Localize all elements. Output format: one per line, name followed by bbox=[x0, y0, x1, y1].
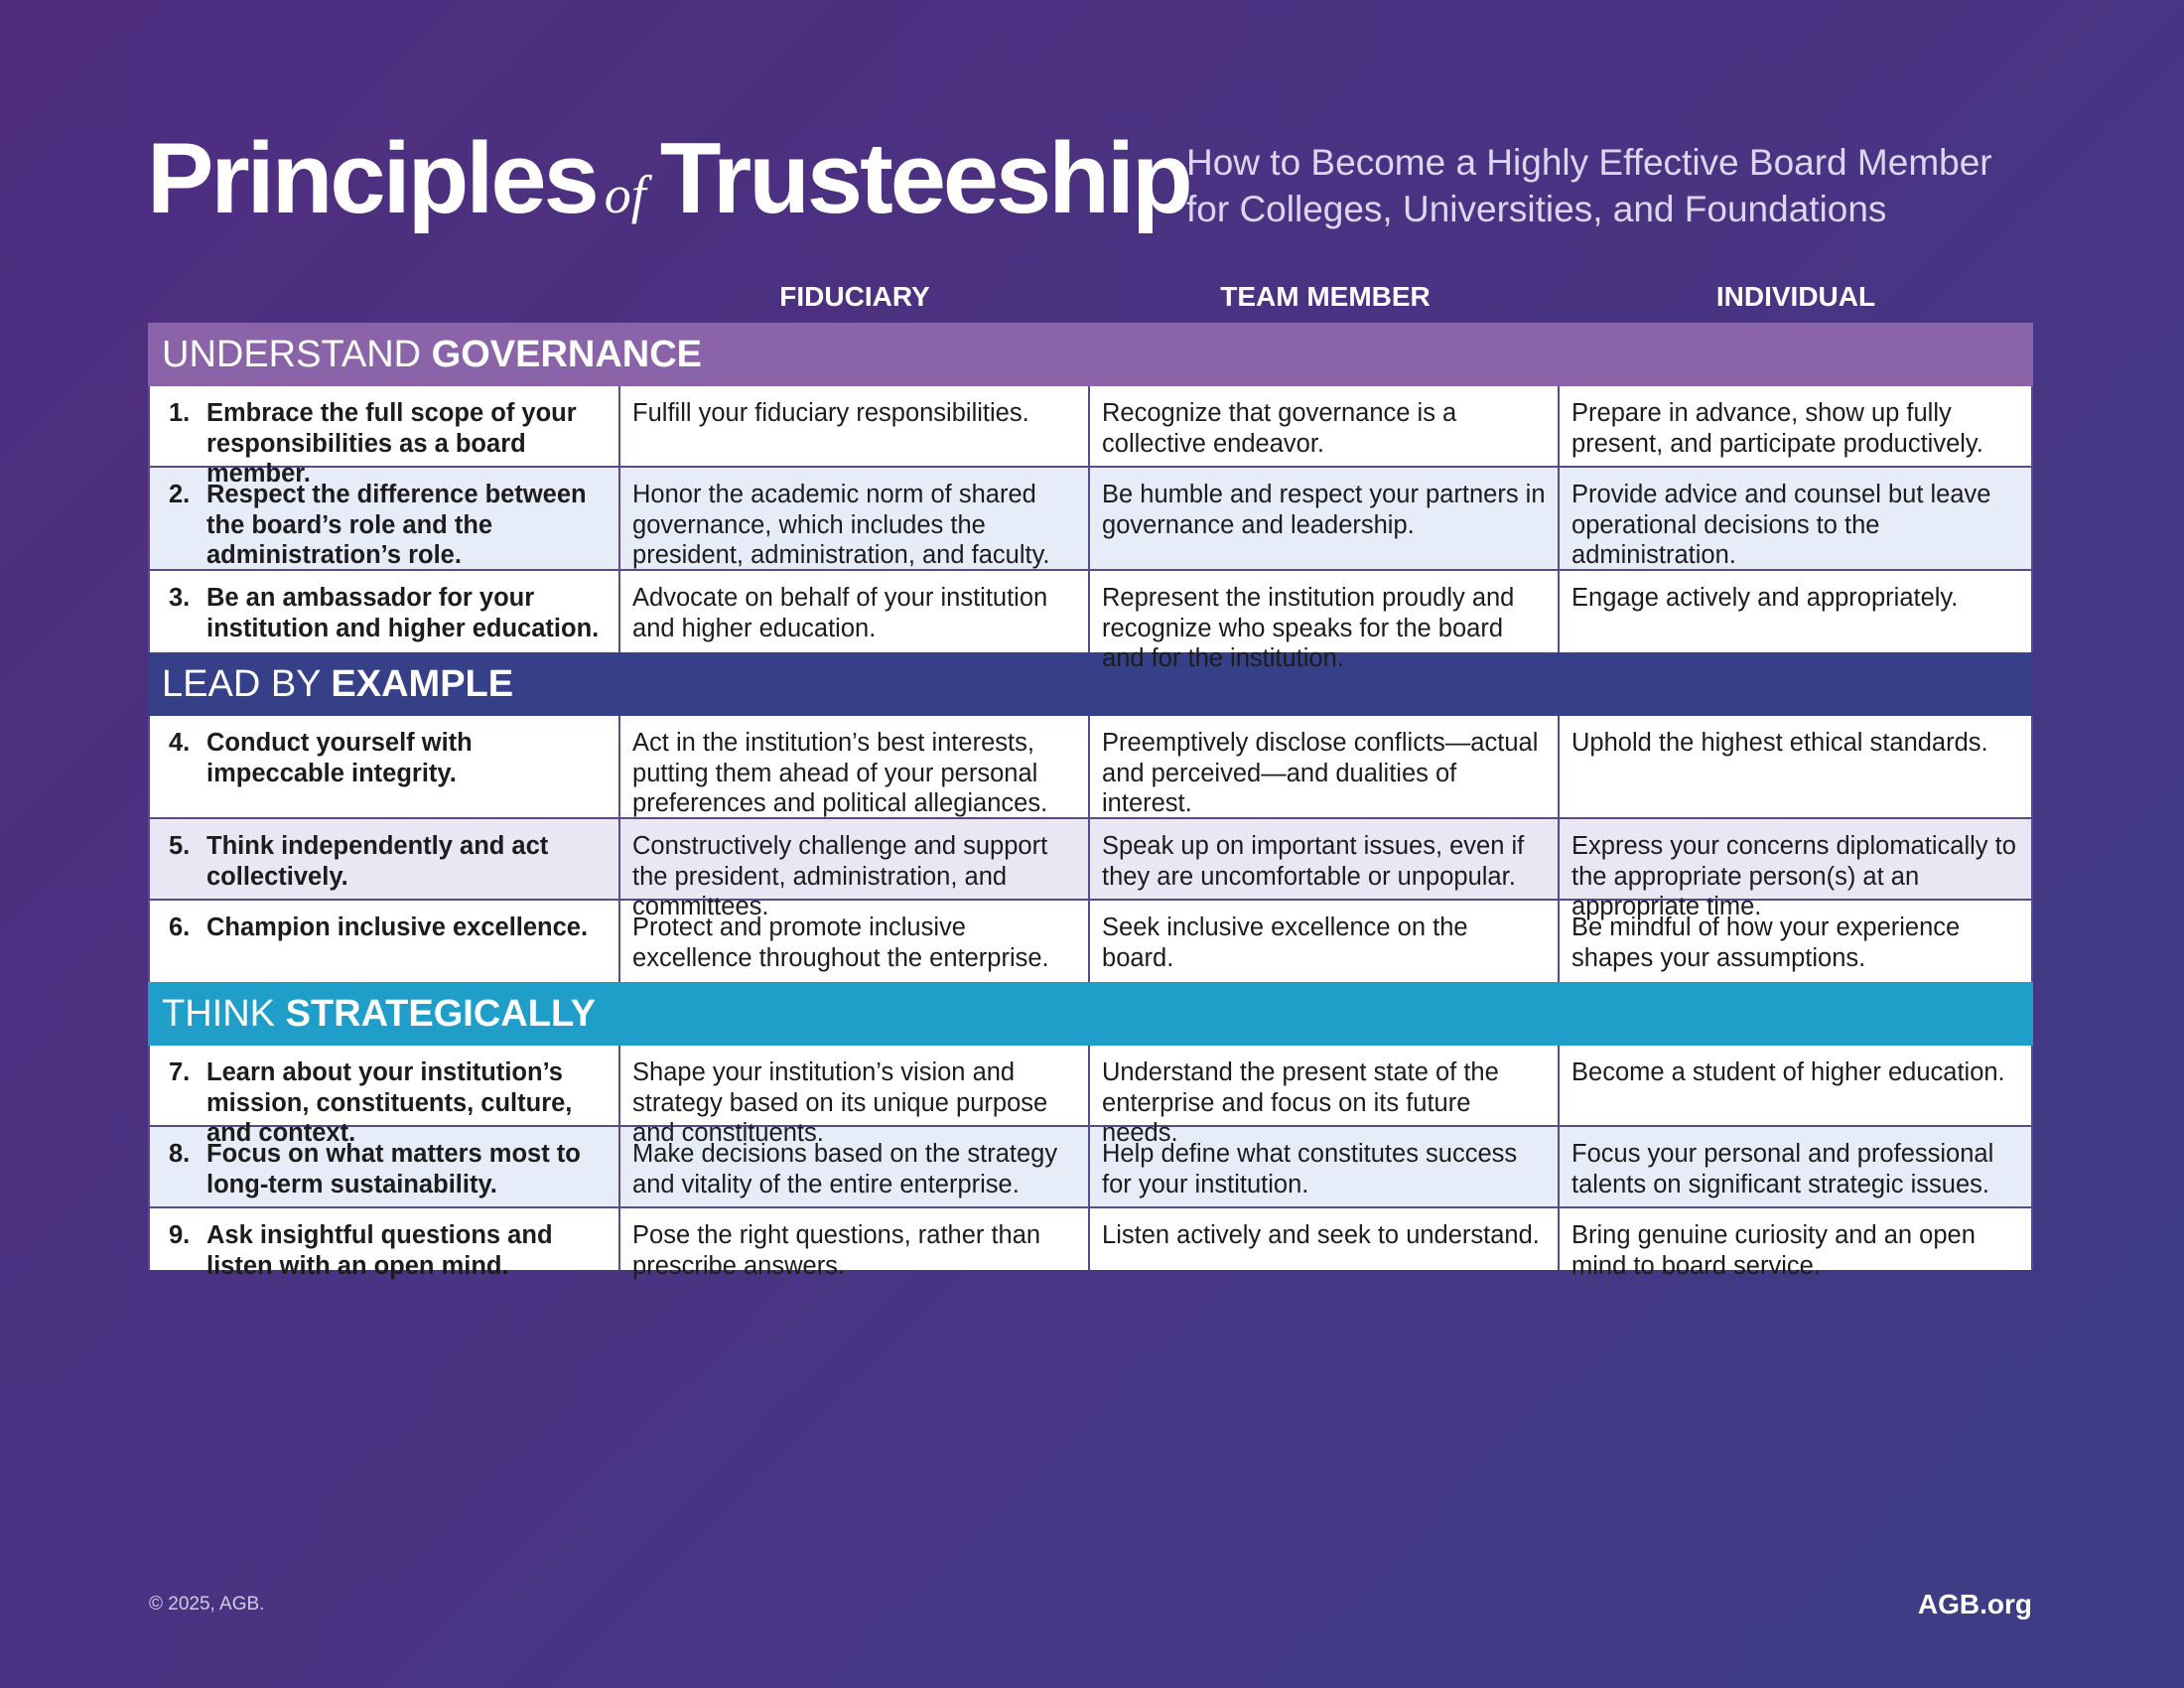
principle-text: Champion inclusive excellence. bbox=[206, 914, 589, 941]
principle-cell bbox=[150, 716, 620, 817]
principle-text: Ask insightful questions and listen with an open mind. bbox=[206, 1221, 553, 1280]
title-word-of: of bbox=[604, 165, 646, 224]
principle-number: 7. bbox=[169, 1058, 191, 1086]
principle-cell bbox=[150, 901, 620, 982]
fiduciary-cell: Protect and promote inclusive excellence throughout the enterprise. bbox=[620, 901, 1090, 982]
team-member-cell: Recognize that governance is a collective endeavor. bbox=[1090, 386, 1560, 466]
principle-cell bbox=[150, 1127, 620, 1206]
principles-table bbox=[148, 323, 2033, 1280]
fiduciary-cell: Constructively challenge and support the president, administration, and committees. bbox=[620, 819, 1090, 899]
principle-number: 6. bbox=[169, 914, 191, 941]
section-label-bold: STRATEGICALLY bbox=[285, 993, 597, 1035]
section-rows bbox=[148, 386, 2033, 672]
copyright: © 2025, AGB. bbox=[149, 1594, 265, 1615]
principle-cell bbox=[150, 1046, 620, 1147]
team-member-cell: Represent the institution proudly and recognize who speaks for the board and for the institution. bbox=[1090, 571, 1560, 652]
section-rows bbox=[148, 716, 2033, 982]
team-member-cell: Seek inclusive excellence on the board. bbox=[1090, 901, 1560, 982]
individual-cell: Engage actively and appropriately. bbox=[1571, 584, 1959, 612]
page-title bbox=[147, 123, 1190, 234]
principle-number: 1. bbox=[169, 399, 191, 427]
table-row bbox=[150, 901, 2031, 982]
principle-cell bbox=[150, 468, 620, 569]
section-header bbox=[148, 652, 2033, 716]
table-row bbox=[150, 571, 2031, 672]
title-block bbox=[147, 123, 1190, 234]
column-header-individual: INDIVIDUAL bbox=[1715, 281, 1876, 312]
table-row bbox=[150, 1127, 2031, 1208]
principle-text: Embrace the full scope of your responsibilities as a board member. bbox=[206, 399, 577, 488]
individual-cell: Be mindful of how your experience shapes your assumptions. bbox=[1571, 914, 1961, 972]
individual-cell: Focus your personal and professional talents on significant strategic issues. bbox=[1571, 1140, 1994, 1198]
principle-text: Respect the difference between the board’s role and the administration’s role. bbox=[206, 481, 587, 569]
individual-cell: Prepare in advance, show up fully present, and participate productively. bbox=[1571, 399, 1983, 458]
section-header bbox=[148, 323, 2033, 386]
table-row bbox=[150, 1046, 2031, 1147]
principle-cell bbox=[150, 819, 620, 899]
principle-number: 5. bbox=[169, 832, 191, 860]
section-label-light: THINK bbox=[162, 993, 275, 1035]
column-header-team-member: TEAM MEMBER bbox=[1220, 281, 1431, 312]
team-member-cell: Help define what constitutes success for your institution. bbox=[1090, 1127, 1560, 1206]
section-rows bbox=[148, 1046, 2033, 1280]
section-label-bold: EXAMPLE bbox=[331, 663, 514, 705]
fiduciary-cell: Pose the right questions, rather than prescribe answers. bbox=[620, 1208, 1090, 1270]
title-word-principles: Principles bbox=[147, 123, 597, 234]
column-header-fiduciary: FIDUCIARY bbox=[779, 281, 930, 312]
principle-text: Learn about your institution’s mission, constituents, culture, and context. bbox=[206, 1058, 573, 1147]
principle-text: Conduct yourself with impeccable integrity. bbox=[206, 729, 473, 787]
column-headers bbox=[148, 281, 2033, 321]
subtitle-line-2: for Colleges, Universities, and Foundations bbox=[1186, 189, 1887, 229]
principle-number: 2. bbox=[169, 481, 191, 508]
fiduciary-cell: Shape your institution’s vision and strategy based on its unique purpose and constituents. bbox=[620, 1046, 1090, 1125]
team-member-cell: Be humble and respect your partners in governance and leadership. bbox=[1090, 468, 1560, 569]
principle-number: 3. bbox=[169, 584, 191, 612]
section-header bbox=[148, 982, 2033, 1046]
principle-cell bbox=[150, 571, 620, 652]
table-row bbox=[150, 386, 2031, 488]
principle-text: Be an ambassador for your institution and higher education. bbox=[206, 584, 600, 642]
fiduciary-cell: Make decisions based on the strategy and vitality of the entire enterprise. bbox=[620, 1127, 1090, 1206]
fiduciary-cell: Fulfill your fiduciary responsibilities. bbox=[620, 386, 1090, 466]
principle-number: 9. bbox=[169, 1221, 191, 1249]
individual-cell: Bring genuine curiosity and an open mind to board service. bbox=[1571, 1221, 1976, 1280]
individual-cell: Become a student of higher education. bbox=[1571, 1058, 2005, 1086]
title-word-trusteeship: Trusteeship bbox=[659, 123, 1190, 234]
team-member-cell: Understand the present state of the enterprise and focus on its future needs. bbox=[1090, 1046, 1560, 1125]
principle-number: 8. bbox=[169, 1140, 191, 1168]
principle-text: Think independently and act collectively. bbox=[206, 832, 549, 891]
website-link[interactable]: AGB.org bbox=[1917, 1589, 2032, 1619]
team-member-cell: Speak up on important issues, even if they are uncomfortable or unpopular. bbox=[1090, 819, 1560, 899]
subtitle-line-1: How to Become a Highly Effective Board Member bbox=[1186, 142, 1992, 183]
principle-text: Focus on what matters most to long-term sustainability. bbox=[206, 1140, 581, 1198]
table-row bbox=[150, 1208, 2031, 1280]
section-label-light: UNDERSTAND bbox=[162, 334, 422, 375]
principle-cell bbox=[150, 1208, 620, 1280]
section-label-light: LEAD BY bbox=[162, 663, 321, 705]
table-row bbox=[150, 819, 2031, 920]
page-subtitle bbox=[1186, 139, 1992, 232]
team-member-cell: Preemptively disclose conflicts—actual and perceived—and dualities of interest. bbox=[1090, 716, 1560, 817]
fiduciary-cell: Act in the institution’s best interests, putting them ahead of your personal preferences and political allegiances. bbox=[620, 716, 1090, 817]
fiduciary-cell: Honor the academic norm of shared governance, which includes the president, administration, and faculty. bbox=[620, 468, 1090, 569]
individual-cell: Express your concerns diplomatically to the appropriate person(s) at an appropriate time. bbox=[1571, 832, 2016, 920]
principle-cell bbox=[150, 386, 620, 488]
team-member-cell: Listen actively and seek to understand. bbox=[1090, 1208, 1560, 1270]
section-label-bold: GOVERNANCE bbox=[431, 334, 703, 375]
individual-cell: Uphold the highest ethical standards. bbox=[1571, 729, 1988, 757]
table-row bbox=[150, 468, 2031, 571]
table-row bbox=[150, 716, 2031, 819]
fiduciary-cell: Advocate on behalf of your institution and higher education. bbox=[620, 571, 1090, 652]
individual-cell: Provide advice and counsel but leave operational decisions to the administration. bbox=[1571, 481, 1991, 569]
principle-number: 4. bbox=[169, 729, 191, 757]
